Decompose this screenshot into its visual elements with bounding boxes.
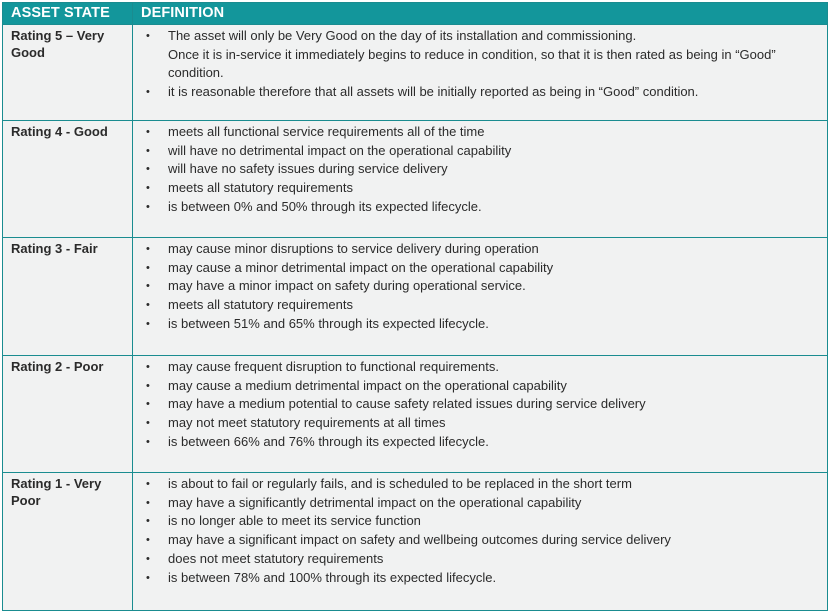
definition-text: Once it is in-service it immediately begins to reduce in condition, so that it is then rated as being in “Good” condition. xyxy=(168,46,776,81)
table-row xyxy=(3,121,828,238)
definition-text: may have a significantly detrimental impact on the operational capability xyxy=(168,494,582,510)
bullet-icon: • xyxy=(146,86,150,99)
bullet-icon: • xyxy=(146,552,150,565)
header-asset-state: ASSET STATE xyxy=(3,3,133,25)
definition-list xyxy=(145,123,819,217)
definition-text: is between 66% and 76% through its expected lifecycle. xyxy=(168,433,489,449)
definition-text: may cause frequent disruption to functional requirements. xyxy=(168,359,499,374)
bullet-icon: • xyxy=(146,317,150,330)
definition-text: does not meet statutory requirements xyxy=(168,550,384,566)
list-item xyxy=(145,240,819,259)
header-definition: DEFINITION xyxy=(133,3,828,25)
definition-text: may have a minor impact on safety during operational service. xyxy=(168,278,526,294)
bullet-icon: • xyxy=(146,515,150,528)
bullet-icon: • xyxy=(146,144,150,157)
list-item xyxy=(145,475,819,494)
list-item xyxy=(145,259,819,278)
list-item xyxy=(145,27,819,83)
bullet-icon: • xyxy=(146,398,150,411)
bullet-icon: • xyxy=(146,379,150,392)
list-item xyxy=(145,377,819,396)
definition-cell xyxy=(133,356,828,473)
definition-text: will have no detrimental impact on the operational capability xyxy=(168,142,512,158)
asset-state-cell: Rating 5 – Very Good xyxy=(3,25,133,121)
table-row xyxy=(3,25,828,121)
definition-text: meets all functional service requirements all of the time xyxy=(168,124,485,139)
list-item xyxy=(145,315,819,334)
list-item xyxy=(145,277,819,296)
list-item xyxy=(145,531,819,550)
definition-text: is between 0% and 50% through its expected lifecycle. xyxy=(168,198,482,214)
definition-text: will have no safety issues during service delivery xyxy=(168,161,448,177)
definition-text: meets all statutory requirements xyxy=(168,297,353,313)
list-item xyxy=(145,569,819,588)
list-item xyxy=(145,358,819,377)
asset-state-table xyxy=(2,2,828,611)
list-item xyxy=(145,414,819,433)
list-item xyxy=(145,160,819,179)
definition-text: meets all statutory requirements xyxy=(168,180,353,196)
bullet-icon: • xyxy=(146,261,150,274)
asset-state-cell: Rating 2 - Poor xyxy=(3,356,133,473)
definition-list xyxy=(145,240,819,334)
bullet-icon: • xyxy=(146,417,150,430)
bullet-icon: • xyxy=(146,243,150,255)
definition-text: may cause minor disruptions to service delivery during operation xyxy=(168,241,539,256)
bullet-icon: • xyxy=(146,280,150,293)
asset-state-cell: Rating 3 - Fair xyxy=(3,238,133,356)
bullet-icon: • xyxy=(146,30,150,42)
definition-text: may cause a medium detrimental impact on the operational capability xyxy=(168,377,567,393)
definition-list xyxy=(145,358,819,452)
asset-state-cell: Rating 4 - Good xyxy=(3,121,133,238)
definition-text: The asset will only be Very Good on the day of its installation and commissioning. xyxy=(168,28,637,43)
bullet-icon: • xyxy=(146,126,150,138)
list-item xyxy=(145,123,819,142)
table-row xyxy=(3,356,828,473)
definition-cell xyxy=(133,121,828,238)
list-item xyxy=(145,179,819,198)
list-item xyxy=(145,433,819,452)
bullet-icon: • xyxy=(146,361,150,373)
definition-cell xyxy=(133,473,828,611)
bullet-icon: • xyxy=(146,435,150,448)
definition-cell xyxy=(133,238,828,356)
list-item xyxy=(145,395,819,414)
table-header-row xyxy=(3,3,828,25)
definition-text: may not meet statutory requirements at all times xyxy=(168,415,446,431)
definition-text: is between 78% and 100% through its expected lifecycle. xyxy=(168,569,497,585)
definition-cell xyxy=(133,25,828,121)
list-item xyxy=(145,83,819,102)
definition-text: may have a significant impact on safety and wellbeing outcomes during service delivery xyxy=(168,532,671,548)
list-item xyxy=(145,550,819,569)
definition-text: may have a medium potential to cause safety related issues during service delivery xyxy=(168,396,646,412)
bullet-icon: • xyxy=(146,182,150,195)
list-item xyxy=(145,142,819,161)
bullet-icon: • xyxy=(146,534,150,547)
definition-text: it is reasonable therefore that all assets will be initially reported as being in “Good” condition. xyxy=(168,84,699,100)
definition-text: is about to fail or regularly fails, and is scheduled to be replaced in the short term xyxy=(168,476,632,491)
definition-text: is between 51% and 65% through its expected lifecycle. xyxy=(168,315,489,331)
list-item xyxy=(145,296,819,315)
definition-list xyxy=(145,475,819,587)
table-row xyxy=(3,473,828,611)
bullet-icon: • xyxy=(146,478,150,490)
definition-text: is no longer able to meet its service function xyxy=(168,513,421,529)
bullet-icon: • xyxy=(146,571,150,584)
list-item xyxy=(145,198,819,217)
bullet-icon: • xyxy=(146,200,150,213)
asset-state-cell: Rating 1 - Very Poor xyxy=(3,473,133,611)
table-row xyxy=(3,238,828,356)
bullet-icon: • xyxy=(146,496,150,509)
definition-list xyxy=(145,27,819,102)
bullet-icon: • xyxy=(146,163,150,176)
definition-text: may cause a minor detrimental impact on the operational capability xyxy=(168,259,554,275)
bullet-icon: • xyxy=(146,299,150,312)
list-item xyxy=(145,512,819,531)
list-item xyxy=(145,494,819,513)
